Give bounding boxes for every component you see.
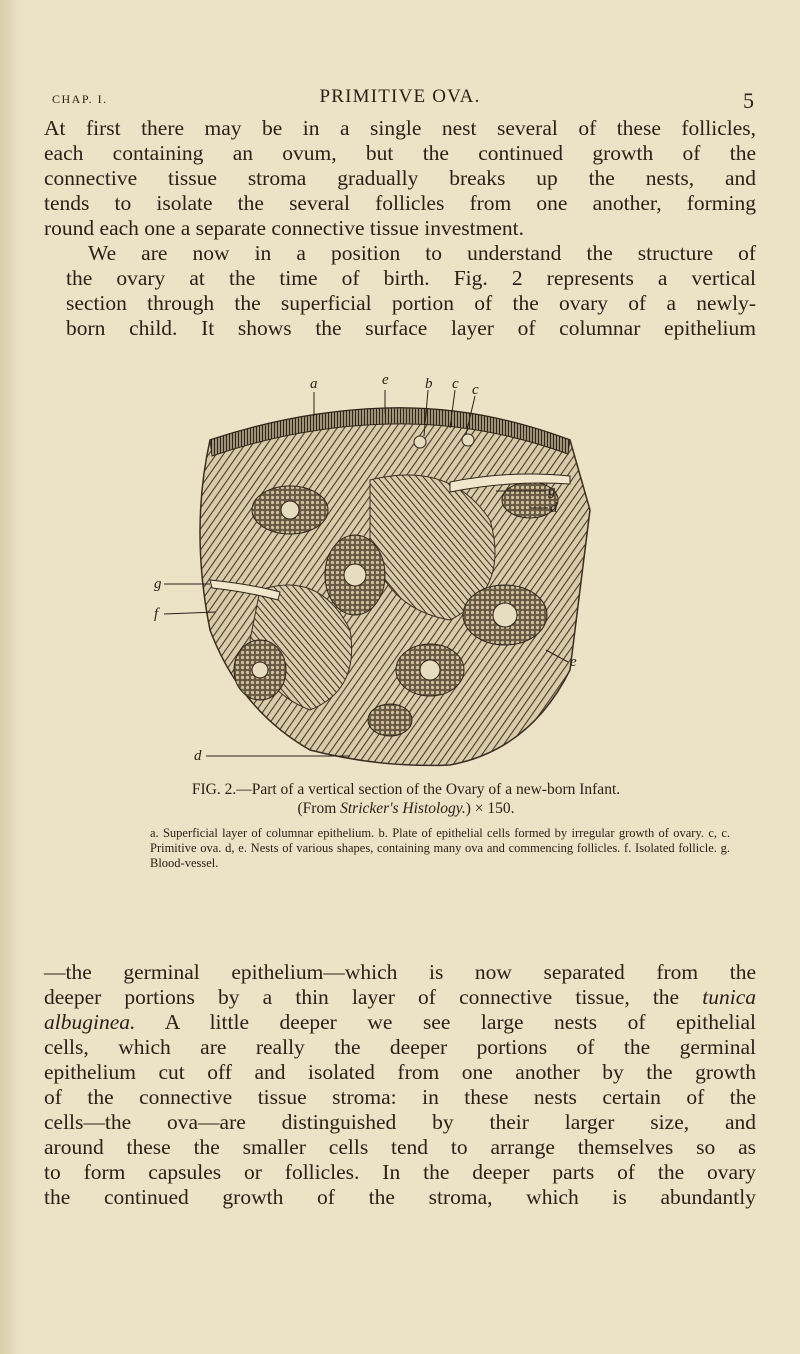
primitive-ovum <box>493 603 517 627</box>
page-edge <box>0 0 22 1354</box>
caption-source <box>96 799 716 819</box>
paragraph-structure <box>44 241 756 341</box>
text-line: connective tissue stroma gradually breaks up the nests, and <box>44 166 756 190</box>
figure-caption <box>96 780 716 819</box>
text-line: the ovary at the time of birth. Fig. 2 represents a vertical <box>66 266 756 290</box>
text-line: —the germinal epithelium—which is now separated from the <box>44 960 756 984</box>
paragraph-germinal <box>44 960 756 1210</box>
running-title: PRIMITIVE OVA. <box>319 86 481 107</box>
text-line: epithelium cut off and isolated from one another by the growth <box>44 1060 756 1084</box>
text-fragment: A little deeper we see large nests of epithelial <box>135 1010 756 1034</box>
figure-label-g: g <box>154 576 162 592</box>
caption-source-suffix: ) × 150. <box>465 800 515 817</box>
paragraph-follicles <box>44 116 756 241</box>
text-line: tends to isolate the several follicles from one another, forming <box>44 191 756 215</box>
figure-label-c: c <box>472 382 479 398</box>
primitive-ovum <box>414 436 426 448</box>
figure-label-d: d <box>194 748 202 764</box>
chapter-label: CHAP. I. <box>52 92 108 106</box>
primitive-ovum <box>252 662 268 678</box>
caption-source-title: Stricker's Histology. <box>340 800 466 817</box>
ovary-section-figure <box>150 370 620 770</box>
primitive-ovum <box>281 501 299 519</box>
text-line <box>44 985 756 1010</box>
figure-label-a: a <box>310 376 318 392</box>
figure-label-g: g <box>548 483 556 499</box>
text-line <box>44 1010 756 1035</box>
primitive-ovum <box>462 434 474 446</box>
term-tunica: tunica <box>702 985 756 1009</box>
text-line: round each one a separate connective tissue investment. <box>44 216 524 240</box>
text-line: around these the smaller cells tend to arrange themselves so as <box>44 1135 756 1159</box>
text-line: cells, which are really the deeper portions of the germinal <box>44 1035 756 1059</box>
figure-label-d: d <box>550 500 558 516</box>
cell-nest <box>368 704 412 736</box>
figure-label-f: f <box>154 606 159 622</box>
text-line: At first there may be in a single nest several of these follicles, <box>44 116 756 140</box>
page-header <box>40 86 760 113</box>
caption-title: FIG. 2.—Part of a vertical section of the Ovary of a new-born Infant. <box>191 781 621 798</box>
text-line: of the connective tissue stroma: in these nests certain of the <box>44 1085 756 1109</box>
text-line: to form capsules or follicles. In the deeper parts of the ovary <box>44 1160 756 1184</box>
text-line: born child. It shows the surface layer of columnar epithelium <box>66 316 756 340</box>
term-albuginea: albuginea. <box>44 1010 136 1034</box>
text-line: cells—the ova—are distinguished by their larger size, and <box>44 1110 756 1134</box>
histology-engraving <box>150 370 620 770</box>
figure-legend: a. Superficial layer of columnar epithelium. b. Plate of epithelial cells formed by irregular growth of ovary. c, c. Primitive ova. d, e. Nests of various shapes, containing many ova and commencing follicles. f. Isolated follicle. g. Blood-vessel. <box>150 826 730 870</box>
paragraph-bottom <box>44 960 756 1210</box>
figure-label-c: c <box>452 376 459 392</box>
caption-source-prefix: (From <box>297 800 341 817</box>
text-line: each containing an ovum, but the continued growth of the <box>44 141 756 165</box>
text-line: the continued growth of the stroma, which is abundantly <box>44 1185 756 1209</box>
figure-label-e: e <box>570 654 577 670</box>
primitive-ovum <box>420 660 440 680</box>
primitive-ovum <box>344 564 366 586</box>
text-line: section through the superficial portion of the ovary of a newly- <box>66 291 756 315</box>
text-line: We are now in a position to understand the structure of <box>88 241 756 265</box>
page-number: 5 <box>743 88 754 113</box>
figure-label-b: b <box>425 376 433 392</box>
text-fragment: deeper portions by a thin layer of connective tissue, the <box>44 985 680 1009</box>
figure-label-e: e <box>382 372 389 388</box>
paragraph-top <box>44 116 756 341</box>
